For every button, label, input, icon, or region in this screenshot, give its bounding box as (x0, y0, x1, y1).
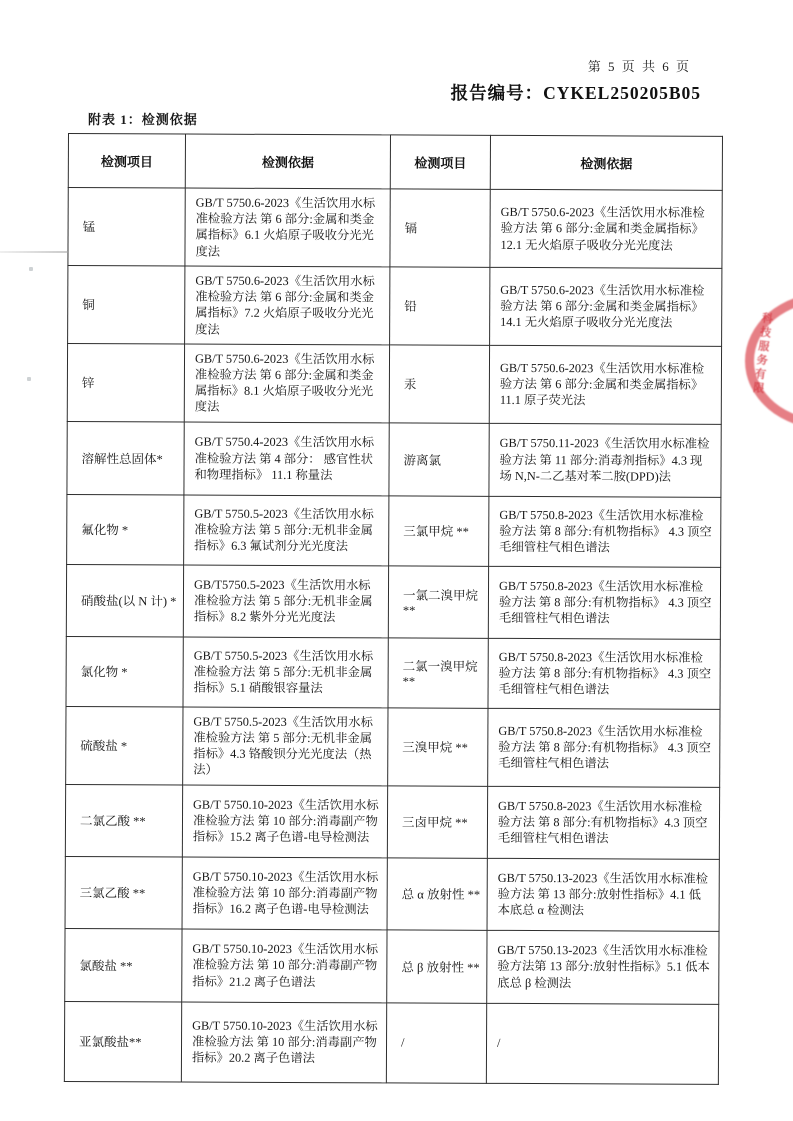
basis-cell: GB/T 5750.8-2023《生活饮用水标准检验方法 第 8 部分:有机物指标》 4.3 顶空毛细管柱气相色谱法 (488, 638, 720, 709)
basis-cell: GB/T 5750.4-2023《生活饮用水标准检验方法 第 4 部分： 感官性状和物理指标》 11.1 称量法 (184, 422, 389, 496)
basis-cell: GB/T 5750.8-2023《生活饮用水标准检验方法 第 8 部分:有机物指标》 4.3 顶空毛细管柱气相色谱法 (488, 566, 720, 639)
scan-artifact-speck (27, 377, 31, 381)
basis-cell: GB/T 5750.5-2023《生活饮用水标准检验方法 第 5 部分:无机非金属指标》4.3 铬酸钡分光光度法（热法） (183, 707, 388, 786)
item-cell: 游离氯 (389, 423, 489, 496)
header-basis-left: 检测依据 (185, 134, 390, 189)
table-row (67, 494, 721, 567)
basis-cell: GB/T 5750.6-2023《生活饮用水标准检验方法 第 6 部分:金属和类金属指标》6.1 火焰原子吸收分光光度法 (185, 188, 390, 267)
item-cell: 硝酸盐(以 N 计) * (66, 564, 183, 637)
basis-cell: GB/T 5750.10-2023《生活饮用水标准检验方法 第 10 部分:消毒副产物指标》15.2 离子色谱-电导检测法 (182, 785, 387, 858)
basis-cell: GB/T 5750.6-2023《生活饮用水标准检验方法 第 6 部分:金属和类金属指标》 12.1 无火焰原子吸收分光光度法 (490, 189, 722, 268)
item-cell: 铅 (390, 267, 490, 345)
table-row (65, 784, 719, 859)
item-cell: 二氯乙酸 ** (65, 784, 182, 857)
item-cell: 汞 (389, 345, 489, 423)
item-cell: 锰 (68, 188, 185, 266)
basis-cell: GB/T 5750.10-2023《生活饮用水标准检验方法 第 10 部分:消毒副产物指标》16.2 离子色谱-电导检测法 (182, 857, 387, 930)
table-row (65, 928, 719, 1004)
basis-cell: GB/T 5750.13-2023《生活饮用水标准检验方法第 13 部分:放射性指标》5.1 低本底总 β 检测法 (487, 930, 719, 1004)
item-cell: 三氯乙酸 ** (65, 856, 182, 929)
item-cell: / (386, 1002, 486, 1082)
detection-basis-table-wrap (64, 133, 722, 1084)
item-cell: 铜 (68, 265, 185, 343)
scan-artifact-speck (29, 267, 33, 271)
item-cell: 氯酸盐 ** (65, 928, 182, 1002)
table-row (68, 265, 722, 346)
table-row (66, 706, 720, 787)
table-row (67, 421, 721, 497)
red-seal-ring (745, 293, 793, 429)
table-row (64, 1001, 718, 1084)
basis-cell: GB/T 5750.5-2023《生活饮用水标准检验方法 第 5 部分:无机非金属指标》6.3 氟试剂分光光度法 (184, 495, 389, 566)
item-cell: 亚氯酸盐** (64, 1001, 181, 1082)
table-caption: 附表 1：检测依据 (88, 112, 198, 127)
header-item-right: 检测项目 (390, 135, 490, 189)
item-cell: 一氯二溴甲烷 ** (388, 566, 488, 638)
report-number: 报告编号：CYKEL250205B05 (450, 83, 701, 103)
basis-cell: GB/T 5750.6-2023《生活饮用水标准检验方法 第 6 部分:金属和类金属指标》14.1 无火焰原子吸收分光光度法 (490, 267, 722, 346)
item-cell: 溶解性总固体* (67, 421, 184, 495)
basis-cell: GB/T5750.5-2023《生活饮用水标准检验方法 第 5 部分:无机非金属指标》8.2 紫外分光光度法 (183, 565, 388, 638)
table-row (67, 343, 721, 424)
page-indicator: 第 5 页 共 6 页 (587, 59, 691, 74)
item-cell: 总 β 放射性 ** (387, 929, 487, 1002)
header-basis-right: 检测依据 (490, 135, 722, 190)
basis-cell: GB/T 5750.10-2023《生活饮用水标准检验方法 第 10 部分:消毒副产物指标》20.2 离子色谱法 (181, 1002, 386, 1083)
red-seal-text: 科技服务有限 (750, 311, 774, 397)
basis-cell: / (486, 1003, 718, 1084)
item-cell: 三溴甲烷 ** (388, 708, 488, 786)
basis-cell: GB/T 5750.10-2023《生活饮用水标准检验方法 第 10 部分:消毒副产物指标》21.2 离子色谱法 (182, 929, 387, 1003)
scan-artifact-line (0, 251, 69, 253)
basis-cell: GB/T 5750.11-2023《生活饮用水标准检验方法 第 11 部分:消毒剂指标》4.3 现场 N,N-二乙基对苯二胺(DPD)法 (489, 423, 721, 497)
table-row (65, 856, 719, 931)
red-seal-stamp (742, 290, 793, 435)
detection-basis-table (64, 133, 723, 1084)
basis-cell: GB/T 5750.8-2023《生活饮用水标准检验方法 第 8 部分:有机物指标》4.3 顶空毛细管柱气相色谱法 (487, 786, 719, 859)
table-header-row (68, 134, 722, 191)
item-cell: 总 α 放射性 ** (387, 857, 487, 929)
table-row (66, 564, 720, 639)
item-cell: 三卤甲烷 ** (387, 785, 487, 857)
table-row (68, 188, 722, 269)
item-cell: 二氯一溴甲烷 ** (388, 638, 488, 708)
basis-cell: GB/T 5750.6-2023《生活饮用水标准检验方法 第 6 部分:金属和类金属指标》8.1 火焰原子吸收分光光度法 (184, 344, 389, 423)
item-cell: 硫酸盐 * (66, 706, 183, 784)
item-cell: 氟化物 * (67, 494, 184, 565)
header-item-left: 检测项目 (68, 134, 185, 189)
item-cell: 三氯甲烷 ** (389, 496, 489, 566)
basis-cell: GB/T 5750.8-2023《生活饮用水标准检验方法 第 8 部分:有机物指标》 4.3 顶空毛细管柱气相色谱法 (489, 496, 721, 567)
item-cell: 镉 (390, 189, 490, 267)
basis-cell: GB/T 5750.6-2023《生活饮用水标准检验方法 第 6 部分:金属和类金属指标》11.1 原子荧光法 (489, 345, 721, 424)
basis-cell: GB/T 5750.13-2023《生活饮用水标准检验方法 第 13 部分:放射性指标》4.1 低本底总 α 检测法 (487, 858, 719, 931)
basis-cell: GB/T 5750.5-2023《生活饮用水标准检验方法 第 5 部分:无机非金属指标》5.1 硝酸银容量法 (183, 637, 388, 708)
table-row (66, 636, 720, 709)
basis-cell: GB/T 5750.6-2023《生活饮用水标准检验方法 第 6 部分:金属和类金属指标》7.2 火焰原子吸收分光光度法 (185, 266, 390, 345)
basis-cell: GB/T 5750.8-2023《生活饮用水标准检验方法 第 8 部分:有机物指标》 4.3 顶空毛细管柱气相色谱法 (488, 708, 720, 787)
item-cell: 锌 (67, 343, 184, 421)
item-cell: 氯化物 * (66, 636, 183, 707)
